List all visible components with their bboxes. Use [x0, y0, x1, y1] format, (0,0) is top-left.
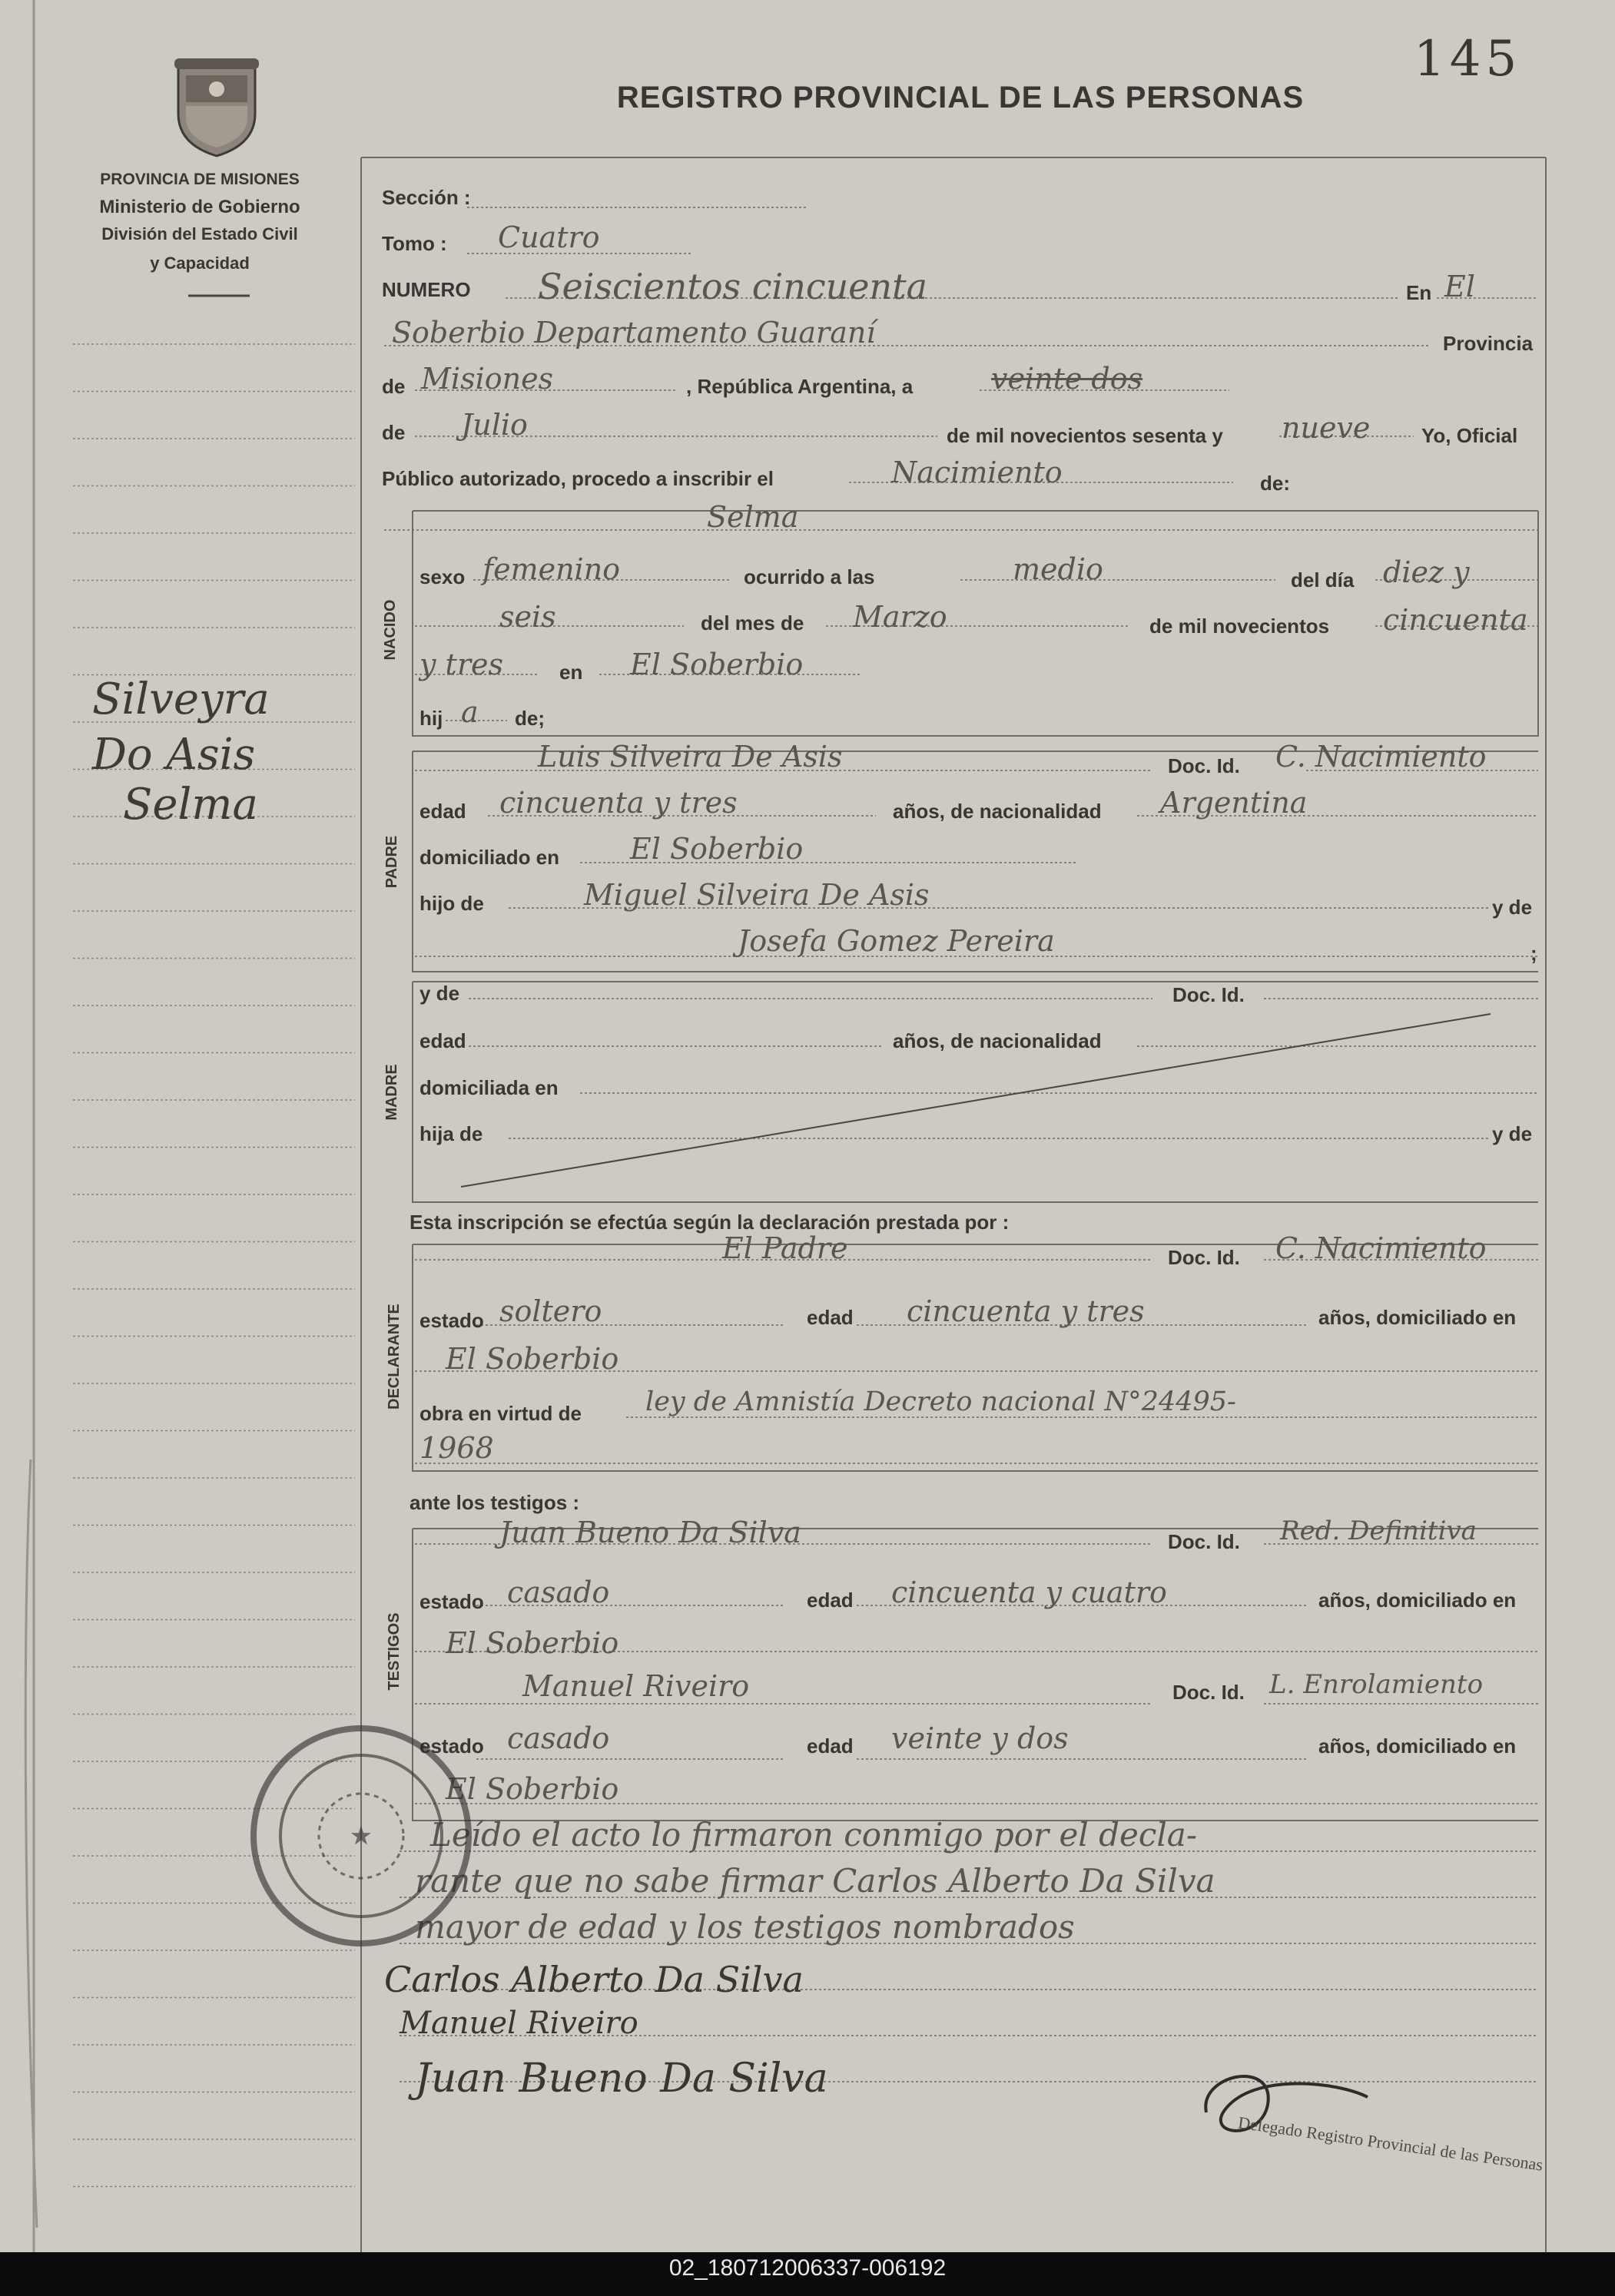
hw-t1-doc: Red. Definitiva: [1280, 1516, 1477, 1546]
hw-tomo: Cuatro: [498, 220, 600, 254]
label-hijo-de: hijo de: [420, 892, 484, 915]
margin-note-surname: Silveyra: [92, 674, 270, 724]
label-edad-decl: edad: [807, 1306, 854, 1329]
label-de-colon: de:: [1260, 472, 1290, 495]
label-doc-id-t2: Doc. Id.: [1172, 1681, 1245, 1704]
capacity-label: y Capacidad: [150, 253, 250, 273]
label-obra: obra en virtud de: [420, 1402, 582, 1425]
label-y-de-madre2: y de: [1492, 1122, 1533, 1145]
hw-t1-dom: El Soberbio: [446, 1626, 619, 1660]
label-mil-sesenta: de mil novecientos sesenta y: [947, 424, 1223, 447]
label-yo-oficial: Yo, Oficial: [1421, 424, 1518, 447]
label-estado-t1: estado: [420, 1590, 484, 1613]
label-doc-id-padre: Doc. Id.: [1168, 754, 1240, 777]
hw-padre-doc: C. Nacimiento: [1275, 740, 1487, 774]
hw-cierre3: mayor de edad y los testigos nombrados: [415, 1908, 1075, 1946]
label-del-dia: del día: [1291, 568, 1355, 591]
page-title: REGISTRO PROVINCIAL DE LAS PERSONAS: [616, 81, 1305, 114]
hw-t2-edad: veinte y dos: [891, 1721, 1069, 1755]
hw-abuela: Josefa Gomez Pereira: [738, 924, 1055, 958]
hw-padre-nac: Argentina: [1160, 786, 1308, 820]
label-en2: en: [559, 661, 583, 684]
hw-padre-edad: cincuenta y tres: [499, 786, 738, 820]
section-testigos: TESTIGOS: [386, 1612, 403, 1691]
label-de: de: [382, 375, 406, 398]
hw-nombre: Selma: [707, 500, 799, 534]
province-label: PROVINCIA DE MISIONES: [100, 171, 300, 188]
label-doc-id-madre: Doc. Id.: [1172, 983, 1245, 1006]
hw-decl-edad: cincuenta y tres: [907, 1294, 1145, 1328]
hw-t2-nombre: Manuel Riveiro: [522, 1669, 750, 1703]
hw-t1-estado: casado: [507, 1575, 610, 1609]
hw-en: El: [1444, 270, 1475, 303]
hw-hij: a: [461, 695, 479, 729]
label-esta-inscripcion: Esta inscripción se efectúa según la declaración prestada por :: [410, 1211, 1010, 1234]
hw-t2-dom: El Soberbio: [446, 1772, 619, 1806]
label-republica: , República Argentina, a: [686, 375, 914, 398]
hw-anio: cincuenta: [1383, 603, 1528, 637]
label-anios-nac-padre: años, de nacionalidad: [893, 800, 1102, 823]
section-nacido: NACIDO: [382, 599, 399, 661]
hw-obra: ley de Amnistía Decreto nacional N°24495-: [645, 1387, 1236, 1417]
official-stamp-text: Delegado Registro Provincial de las Personas: [1236, 2112, 1544, 2175]
hw-padre-dom: El Soberbio: [630, 832, 804, 866]
label-hij: hij: [420, 707, 443, 730]
hw-obra2: 1968: [420, 1431, 494, 1465]
hw-mes-insc: Julio: [461, 408, 528, 442]
coat-of-arms-emblem: [163, 52, 270, 160]
label-publico: Público autorizado, procedo a inscribir el: [382, 467, 774, 490]
round-seal-stamp: [246, 1721, 476, 1951]
label-ante: ante los testigos :: [410, 1491, 580, 1514]
hw-acto: Nacimiento: [891, 456, 1063, 489]
margin-note-name: Selma: [123, 780, 258, 830]
hw-t1-nombre: Juan Bueno Da Silva: [499, 1516, 801, 1549]
label-doc-id-decl: Doc. Id.: [1168, 1246, 1240, 1269]
hw-decl-dom: El Soberbio: [446, 1342, 619, 1376]
label-y-de-madre: y de: [420, 982, 460, 1005]
hw-dia-insc: veinte dos: [991, 362, 1143, 396]
hw-mes: Marzo: [853, 600, 947, 634]
ministry-label: Ministerio de Gobierno: [99, 197, 300, 217]
footer-file-code: 02_180712006337-006192: [668, 2255, 947, 2281]
hw-t1-edad: cincuenta y cuatro: [891, 1575, 1167, 1609]
label-provincia: Provincia: [1443, 332, 1534, 355]
label-hija-de: hija de: [420, 1122, 483, 1145]
label-anios-dom-t1: años, domiciliado en: [1318, 1589, 1517, 1612]
hw-numero: Seiscientos cincuenta: [538, 266, 928, 307]
hw-hora: medio: [1013, 552, 1103, 586]
hw-dia: diez y: [1383, 555, 1470, 589]
hw-anio-insc: nueve: [1282, 411, 1371, 445]
page-number: 145: [1414, 31, 1522, 88]
label-numero: NUMERO: [382, 278, 471, 301]
label-del-mes: del mes de: [701, 611, 804, 634]
label-mil-novecientos: de mil novecientos: [1149, 615, 1330, 638]
label-domiciliada-madre: domiciliada en: [420, 1076, 559, 1099]
section-madre: MADRE: [383, 1064, 400, 1121]
label-domiciliado-padre: domiciliado en: [420, 846, 560, 869]
hw-padre: Luis Silveira De Asis: [538, 740, 843, 774]
hw-dia2: seis: [499, 600, 556, 634]
hw-sexo: femenino: [483, 552, 621, 586]
hw-declarante: El Padre: [722, 1231, 848, 1265]
label-de2: de: [382, 421, 406, 444]
section-padre: PADRE: [383, 835, 400, 889]
division-label: División del Estado Civil: [101, 224, 298, 244]
hw-decl-estado: soltero: [499, 1294, 602, 1328]
hw-lugar-nac: El Soberbio: [630, 648, 804, 681]
hw-abuelo: Miguel Silveira De Asis: [584, 878, 930, 912]
label-edad-madre: edad: [420, 1029, 466, 1052]
hw-t2-doc: L. Enrolamiento: [1269, 1669, 1484, 1700]
label-y-de-padre: y de: [1492, 896, 1533, 919]
label-edad-t1: edad: [807, 1589, 854, 1612]
label-estado-t2: estado: [420, 1734, 484, 1758]
hw-t2-estado: casado: [507, 1721, 610, 1755]
label-estado-decl: estado: [420, 1309, 484, 1332]
label-ocurrido: ocurrido a las: [744, 565, 875, 588]
signature-declarant: Carlos Alberto Da Silva: [384, 1959, 804, 2000]
section-declarante: DECLARANTE: [386, 1304, 403, 1410]
label-semicolon: ;: [1530, 942, 1537, 965]
hw-decl-doc: C. Nacimiento: [1275, 1231, 1487, 1265]
label-en: En: [1406, 281, 1432, 304]
hw-cierre1: Leído el acto lo firmaron conmigo por el decla-: [430, 1816, 1198, 1854]
label-seccion: Sección :: [382, 186, 471, 209]
label-edad-padre: edad: [420, 800, 466, 823]
signature-witness2: Manuel Riveiro: [400, 2006, 638, 2041]
label-anios-nac-madre: años, de nacionalidad: [893, 1029, 1102, 1052]
signature-witness1: Juan Bueno Da Silva: [415, 2056, 828, 2102]
hw-lugar: Soberbio Departamento Guaraní: [392, 316, 876, 350]
label-edad-t2: edad: [807, 1734, 854, 1758]
label-de-semi: de;: [515, 707, 545, 730]
label-sexo: sexo: [420, 565, 466, 588]
label-anios-dom-decl: años, domiciliado en: [1318, 1306, 1517, 1329]
hw-provincia: Misiones: [421, 362, 554, 396]
hw-anio2: y tres: [420, 648, 503, 681]
svg-text:★: ★: [350, 1824, 372, 1849]
hw-cierre2: rante que no sabe firmar Carlos Alberto Da Silva: [415, 1862, 1215, 1900]
label-anios-dom-t2: años, domiciliado en: [1318, 1734, 1517, 1758]
label-doc-id-t1: Doc. Id.: [1168, 1530, 1240, 1553]
margin-note-surname2: Do Asis: [92, 730, 256, 780]
label-tomo: Tomo :: [382, 232, 447, 255]
